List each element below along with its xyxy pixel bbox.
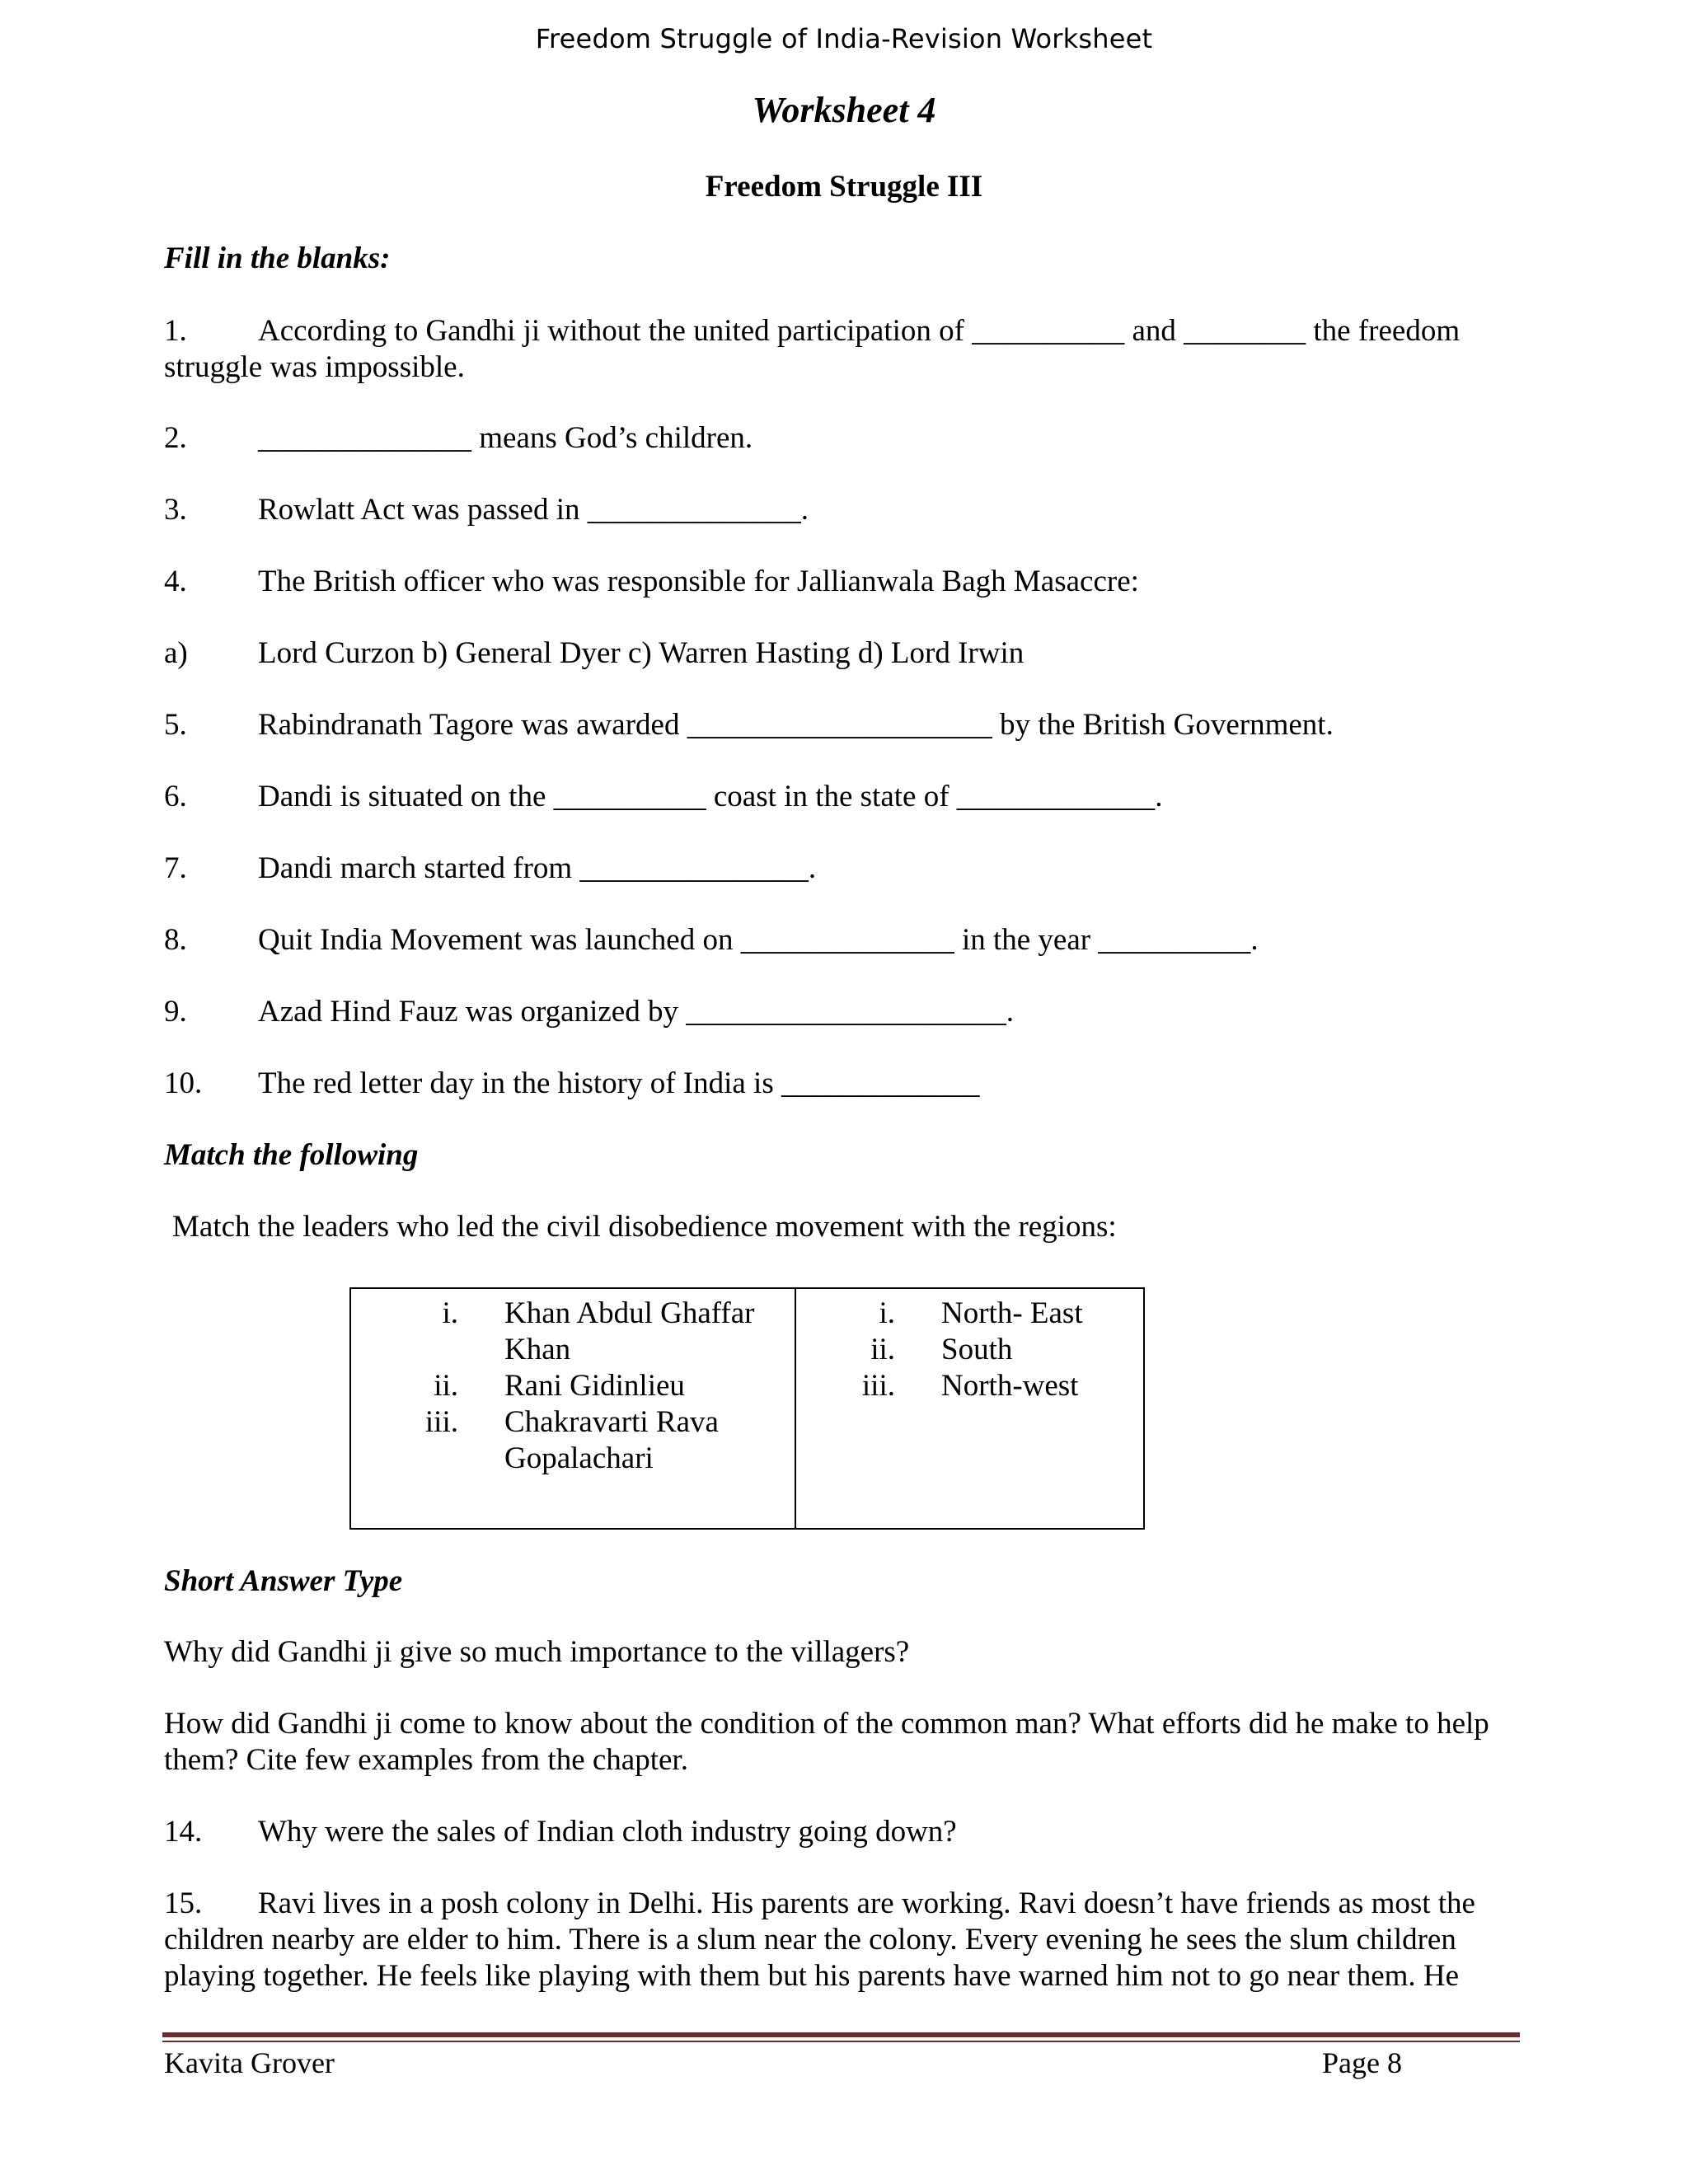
leaders-column: [351, 1296, 793, 1477]
footer-rule-thin: [162, 2041, 1520, 2042]
question-1-continued: [164, 349, 465, 386]
leader-name: Rani Gidinlieu: [504, 1369, 685, 1403]
match-instruction: Match the leaders who led the civil disobedience movement with the regions:: [172, 1210, 1117, 1244]
question-number: 10.: [164, 1066, 203, 1100]
footer-author: Kavita Grover: [164, 2046, 335, 2079]
question-number: 14.: [164, 1815, 203, 1849]
question-number: 6.: [164, 780, 187, 813]
question-text: The red letter day in the history of India is _____________: [258, 1066, 980, 1100]
option-text: Lord Curzon b) General Dyer c) Warren Hasting d) Lord Irwin: [258, 636, 1025, 670]
question-14: [164, 1814, 957, 1850]
match-table: [349, 1287, 1145, 1530]
question-text: The British officer who was responsible for Jallianwala Bagh Masaccre:: [258, 565, 1139, 598]
question-number: 5.: [164, 708, 187, 742]
region-row: [796, 1332, 1142, 1368]
question-text: Dandi march started from _______________.: [258, 851, 817, 885]
question-13: How did Gandhi ji come to know about the condition of the common man? What efforts did he make to help them? Cite few examples from the chapter.: [164, 1707, 1489, 1777]
region-row: [796, 1368, 1142, 1404]
question-2: [164, 420, 753, 457]
question-5: [164, 707, 1334, 743]
question-number: 3.: [164, 493, 187, 527]
question-text: Why were the sales of Indian cloth industry going down?: [258, 1815, 957, 1849]
question-4: [164, 564, 1139, 600]
footer-page-number: Page 8: [1322, 2046, 1402, 2079]
regions-column: [796, 1296, 1142, 1404]
match-heading: Match the following: [164, 1138, 419, 1172]
worksheet-title: Worksheet 4: [752, 90, 936, 130]
fill-blanks-heading: Fill in the blanks:: [164, 241, 391, 275]
row-number: ii.: [870, 1333, 895, 1366]
option-label: a): [164, 636, 188, 670]
question-number: 15.: [164, 1886, 203, 1920]
region-row: [796, 1296, 1142, 1332]
footer-rule: [162, 2032, 1520, 2037]
question-text: According to Gandhi ji without the united participation of __________ and ________ the freedom: [258, 314, 1461, 348]
question-number: 2.: [164, 421, 187, 455]
question-1: [164, 313, 1460, 349]
leader-name: Khan Abdul Ghaffar Khan: [504, 1296, 755, 1366]
question-3: [164, 492, 809, 528]
running-header: Freedom Struggle of India-Revision Worksheet: [535, 23, 1153, 54]
question-text: Rabindranath Tagore was awarded ____________________ by the British Government.: [258, 708, 1334, 742]
question-12: Why did Gandhi ji give so much importance to the villagers?: [164, 1635, 910, 1669]
region-name: North-west: [941, 1369, 1079, 1403]
leader-row: [351, 1296, 793, 1368]
region-name: South: [941, 1333, 1013, 1366]
question-number: 9.: [164, 995, 187, 1029]
region-name: North- East: [941, 1296, 1083, 1330]
worksheet-subtitle: Freedom Struggle III: [705, 170, 983, 204]
question-9: [164, 994, 1014, 1030]
question-number: 1.: [164, 314, 187, 348]
short-answer-heading: Short Answer Type: [164, 1564, 403, 1598]
question-15: [164, 1886, 1507, 1994]
question-text: ______________ means God’s children.: [258, 421, 753, 455]
question-number: 8.: [164, 923, 187, 957]
leader-row: [351, 1368, 793, 1404]
question-text: Dandi is situated on the __________ coast in the state of _____________.: [258, 780, 1163, 813]
question-text: Azad Hind Fauz was organized by _____________________.: [258, 995, 1014, 1029]
question-4-options: [164, 635, 1024, 672]
question-7: [164, 851, 816, 887]
question-6: [164, 779, 1163, 815]
row-number: i.: [879, 1296, 895, 1330]
question-number: 4.: [164, 565, 187, 598]
row-number: iii.: [424, 1405, 458, 1439]
question-text: Rowlatt Act was passed in ______________.: [258, 493, 809, 527]
question-text: struggle was impossible.: [164, 350, 465, 384]
question-number: 7.: [164, 851, 187, 885]
row-number: i.: [442, 1296, 458, 1330]
leader-name: Chakravarti Rava Gopalachari: [504, 1405, 719, 1475]
question-8: [164, 922, 1259, 958]
row-number: ii.: [434, 1369, 458, 1403]
question-text: Quit India Movement was launched on ______________ in the year __________.: [258, 923, 1259, 957]
row-number: iii.: [861, 1369, 895, 1403]
leader-row: [351, 1404, 793, 1477]
question-text: Ravi lives in a posh colony in Delhi. His parents are working. Ravi doesn’t have friends as most the children nearby are elder to him. There is a slum near the colony. Every evening he sees the slum children playing together. He feels like playing with them but his parents have warned him not to go near them. He: [164, 1886, 1475, 1993]
question-10: [164, 1066, 979, 1102]
